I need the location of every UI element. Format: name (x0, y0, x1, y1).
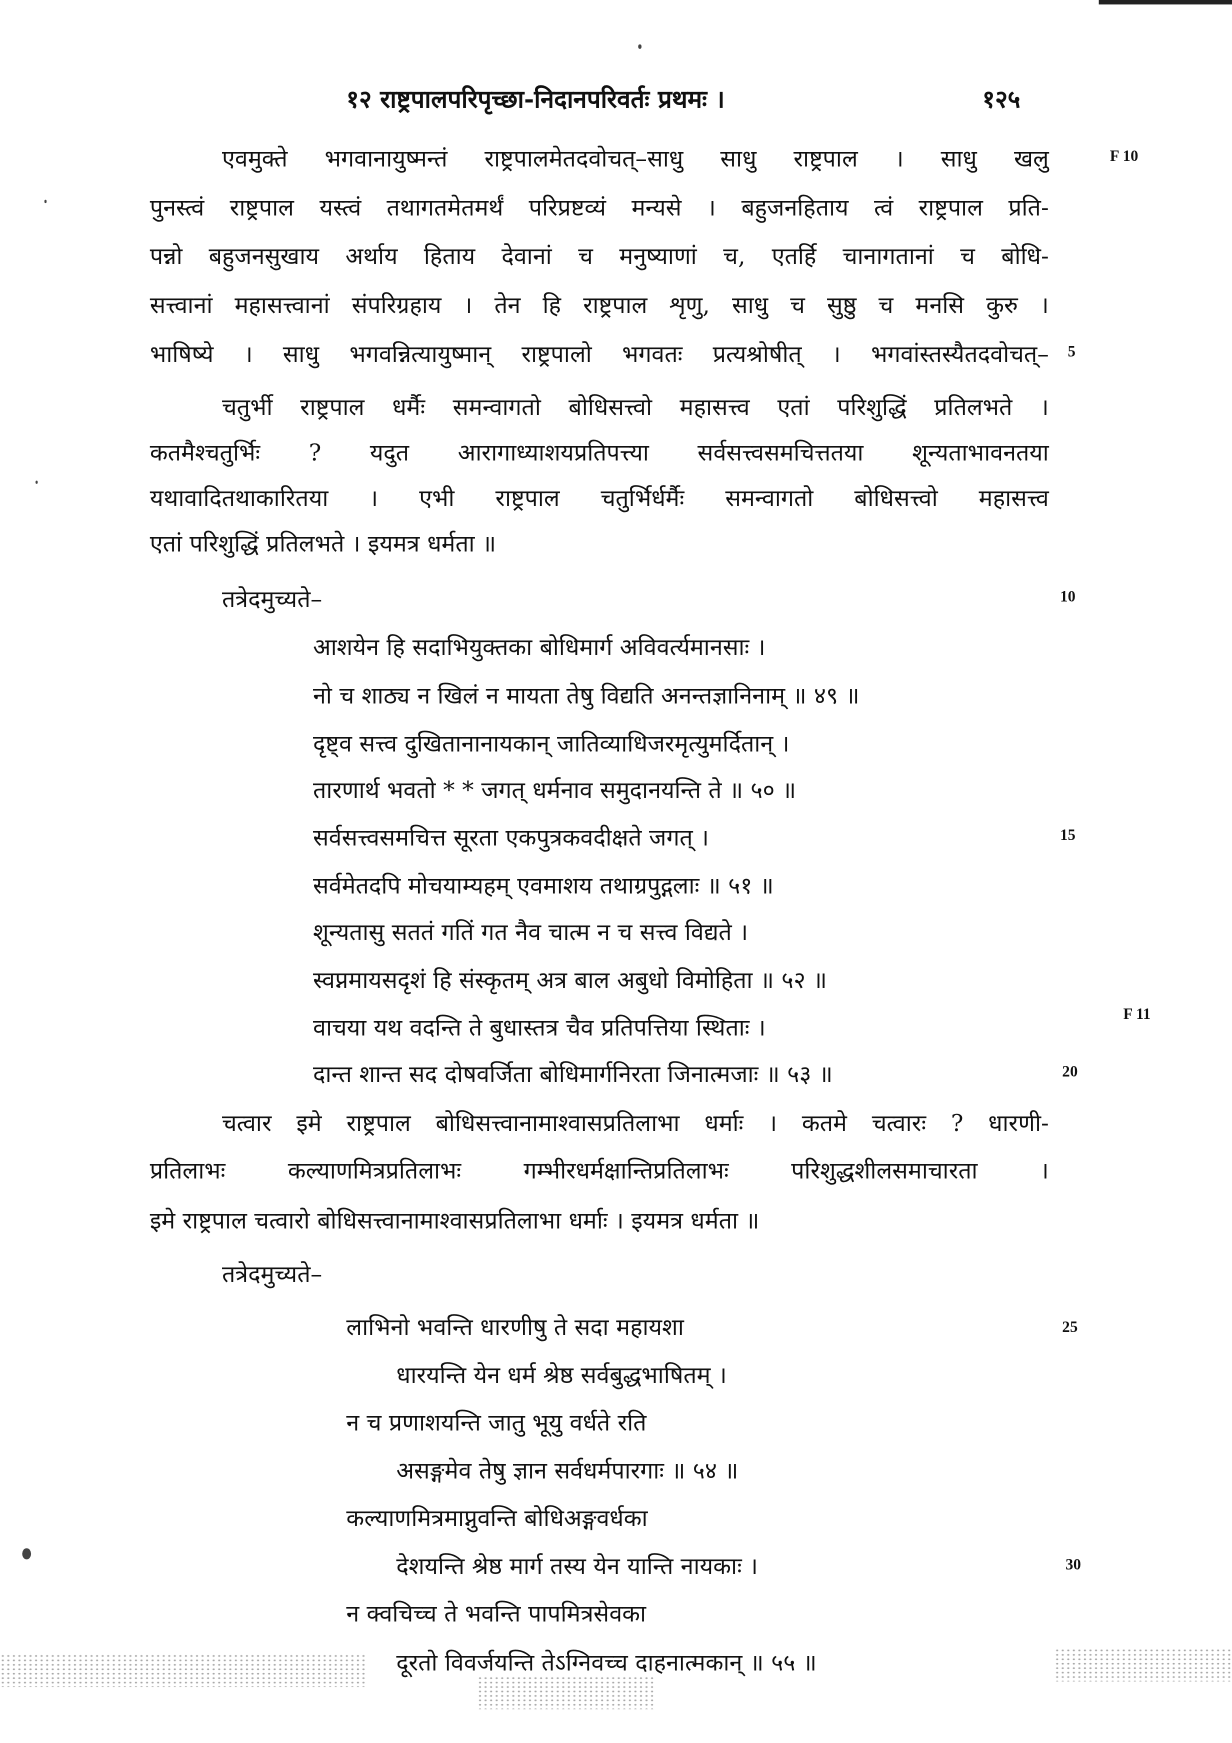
verse-line: न क्वचिच्च ते भवन्ति पापमित्रसेवका (346, 1600, 647, 1628)
page-number: १२५ (982, 85, 1021, 115)
verse-line: आशयेन हि सदाभियुक्तका बोधिमार्ग अविवर्त्यमानसाः । (312, 633, 766, 661)
verse-line: धारयन्ति येन धर्म श्रेष्ठ सर्वबुद्धभाषितम् । (396, 1361, 727, 1389)
scan-edge-mark (1099, 0, 1232, 4)
verse-intro: तत्रेदमुच्यते– (221, 1260, 323, 1288)
margin-line-number: 5 (1067, 344, 1076, 361)
margin-line-number: 15 (1059, 827, 1076, 845)
verse-line: सर्वसत्त्वसमचित्त सूरता एकपुत्रकवदीक्षते जगत् । (312, 824, 710, 852)
scan-speck (22, 1548, 31, 1559)
paragraph3-line: चत्वार इमे राष्ट्रपाल बोधिसत्त्वानामाश्वासप्रतिलाभा धर्माः । कतमे चत्वारः ? धारणी- (221, 1109, 1049, 1137)
paragraph3-line: इमे राष्ट्रपाल चत्वारो बोधिसत्त्वानामाश्वासप्रतिलाभा धर्माः । इयमत्र धर्मता ॥ (149, 1207, 760, 1235)
verse-line: दृष्ट्व सत्त्व दुखितानानायकान् जातिव्याधिजरमृत्युमर्दितान् । (312, 730, 790, 757)
verse-line: लाभिनो भवन्ति धारणीषु ते सदा महायशा (346, 1314, 684, 1341)
scan-speck (44, 200, 46, 203)
verse-line: तारणार्थ भवतो * * जगत् धर्मनाव समुदानयन्ति ते ॥ ५० ॥ (312, 776, 797, 804)
paragraph1-line: एवमुक्ते भगवानायुष्मन्तं राष्ट्रपालमेतदवोचत्–साधु साधु राष्ट्रपाल । साधु खलु (221, 145, 1049, 173)
paragraph1-line: पुनस्त्वं राष्ट्रपाल यस्त्वं तथागतमेतमर्थं परिप्रष्टव्यं मन्यसे । बहुजनहिताय त्वं राष्ट्रपाल प्रति- (149, 194, 1049, 221)
verse-line: न च प्रणाशयन्ति जातु भूयु वर्धते रति (346, 1409, 647, 1437)
paragraph2-line: चतुर्भी राष्ट्रपाल धर्मैः समन्वागतो बोधिसत्त्वो महासत्त्व एतां परिशुद्धिं प्रतिलभते । (221, 394, 1049, 421)
margin-line-number: 25 (1062, 1319, 1078, 1337)
verse-line: दान्त शान्त सद दोषवर्जिता बोधिमार्गनिरता जिनात्मजाः ॥ ५३ ॥ (312, 1061, 833, 1088)
margin-line-number: 30 (1065, 1557, 1082, 1574)
verse-line: देशयन्ति श्रेष्ठ मार्ग तस्य येन यान्ति नायकाः । (396, 1552, 759, 1580)
paragraph3-line: प्रतिलाभः कल्याणमित्रप्रतिलाभः गम्भीरधर्मक्षान्तिप्रतिलाभः परिशुद्धशीलसमाचारता । (149, 1157, 1049, 1185)
folio-reference: F 11 (1123, 1006, 1151, 1024)
running-header-title: १२ राष्ट्रपालपरिपृच्छा-निदानपरिवर्तः प्रथमः । (346, 85, 725, 115)
scan-speck (638, 44, 641, 48)
verse-line: दूरतो विवर्जयन्ति तेऽग्निवच्च दाहनात्मकान् ॥ ५५ ॥ (396, 1649, 817, 1676)
scan-noise (477, 1676, 655, 1709)
verse-line: असङ्गमेव तेषु ज्ञान सर्वधर्मपारगाः ॥ ५४ ॥ (396, 1457, 739, 1484)
paragraph2-line: एतां परिशुद्धिं प्रतिलभते । इयमत्र धर्मता ॥ (149, 530, 497, 558)
verse-intro: तत्रेदमुच्यते– (221, 586, 323, 613)
folio-reference: F 10 (1109, 148, 1139, 166)
paragraph1-line: पन्नो बहुजनसुखाय अर्थाय हिताय देवानां च मनुष्याणां च, एतर्हि चानागतानां च बोधि- (149, 243, 1049, 270)
scan-noise (0, 1654, 366, 1687)
margin-line-number: 10 (1059, 589, 1076, 607)
paragraph2-line: यथावादितथाकारितया । एभी राष्ट्रपाल चतुर्भिर्धर्मैः समन्वागतो बोधिसत्त्वो महासत्त्व (149, 485, 1049, 512)
scan-speck (36, 481, 38, 484)
paragraph1-line: सत्त्वानां महासत्त्वानां संपरिग्रहाय । तेन हि राष्ट्रपाल शृणु, साधु च सुष्ठु च मनसि कुरु । (149, 291, 1049, 319)
verse-line: शून्यतासु सततं गतिं गत नैव चात्म न च सत्त्व विद्यते । (312, 918, 749, 946)
verse-line: सर्वमेतदपि मोचयाम्यहम् एवमाशय तथाग्रपुद्गलाः ॥ ५१ ॥ (312, 872, 774, 900)
margin-line-number: 20 (1062, 1064, 1078, 1082)
verse-line: कल्याणमित्रमाप्नुवन्ति बोधिअङ्गवर्धका (346, 1505, 648, 1532)
scan-noise (1054, 1648, 1232, 1681)
paragraph1-line: भाषिष्ये । साधु भगवन्नित्यायुष्मान् राष्ट्रपालो भगवतः प्रत्यश्रोषीत् । भगवांस्तस्यैतदवोचत्– (149, 340, 1049, 368)
paragraph2-line: कतमैश्चतुर्भिः ? यदुत आरागाध्याशयप्रतिपत्त्या सर्वसत्त्वसमचित्ततया शून्यताभावनतया (149, 439, 1049, 467)
verse-line: नो च शाठ्य न खिलं न मायता तेषु विद्यति अनन्तज्ञानिनाम् ॥ ४९ ॥ (312, 682, 860, 710)
verse-line: स्वप्नमायसदृशं हि संस्कृतम् अत्र बाल अबुधो विमोहिता ॥ ५२ ॥ (312, 966, 827, 994)
verse-line: वाचया यथ वदन्ति ते बुधास्तत्र चैव प्रतिपत्तिया स्थिताः । (312, 1014, 766, 1042)
